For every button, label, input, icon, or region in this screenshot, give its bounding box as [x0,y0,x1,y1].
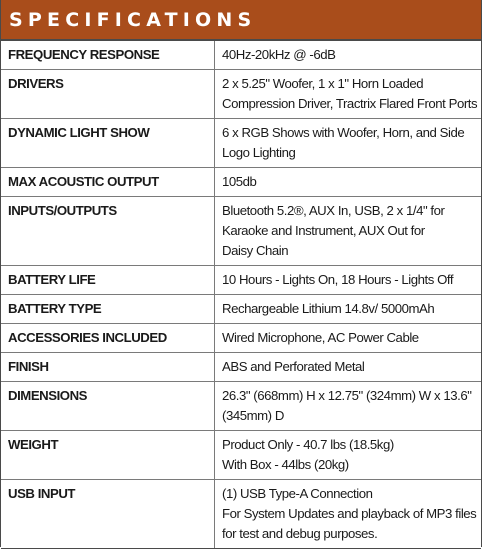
spec-value [215,70,482,119]
spec-value [215,266,482,295]
spec-label: ACCESSORIES INCLUDED [1,324,215,353]
spec-label: INPUTS/OUTPUTS [1,197,215,266]
specifications-title: SPECIFICATIONS [9,8,257,31]
spec-value-line: Bluetooth 5.2®, AUX In, USB, 2 x 1/4" for [222,203,445,218]
spec-row [1,480,481,549]
spec-row [1,295,481,324]
spec-row [1,119,481,168]
spec-value-line: (345mm) D [222,408,284,423]
specifications-table [1,39,481,549]
spec-row [1,353,481,382]
spec-label: USB INPUT [1,480,215,549]
specifications-header [1,0,481,39]
spec-value-line: Compression Driver, Tractrix Flared Front Ports [222,96,478,111]
spec-value-line: For System Updates and playback of MP3 files [222,506,477,521]
spec-label: DRIVERS [1,70,215,119]
spec-label: BATTERY TYPE [1,295,215,324]
spec-row [1,168,481,197]
spec-value [215,382,482,431]
spec-value-line: for test and debug purposes. [222,526,378,541]
spec-label: BATTERY LIFE [1,266,215,295]
spec-value-line: Wired Microphone, AC Power Cable [222,330,419,345]
spec-value-line: 26.3" (668mm) H x 12.75" (324mm) W x 13.6" [222,388,472,403]
spec-label: DYNAMIC LIGHT SHOW [1,119,215,168]
spec-row [1,70,481,119]
spec-label: WEIGHT [1,431,215,480]
spec-value-line: Product Only - 40.7 lbs (18.5kg) [222,437,394,452]
spec-label: FINISH [1,353,215,382]
spec-row [1,382,481,431]
spec-row [1,431,481,480]
spec-row [1,324,481,353]
spec-value-line: Logo Lighting [222,145,296,160]
spec-value-line: Daisy Chain [222,243,289,258]
spec-row [1,197,481,266]
spec-value-line: Karaoke and Instrument, AUX Out for [222,223,425,238]
spec-label: FREQUENCY RESPONSE [1,40,215,70]
spec-value-line: With Box - 44lbs (20kg) [222,457,349,472]
spec-value-line: 40Hz-20kHz @ -6dB [222,47,336,62]
spec-row [1,40,481,70]
spec-value [215,295,482,324]
spec-value-line: Rechargeable Lithium 14.8v/ 5000mAh [222,301,435,316]
spec-value [215,324,482,353]
spec-value-line: 2 x 5.25" Woofer, 1 x 1" Horn Loaded [222,76,424,91]
spec-value-line: 10 Hours - Lights On, 18 Hours - Lights Off [222,272,454,287]
spec-value [215,119,482,168]
spec-value [215,480,482,549]
spec-value-line: ABS and Perforated Metal [222,359,365,374]
spec-value [215,40,482,70]
spec-value-line: (1) USB Type-A Connection [222,486,373,501]
spec-value [215,431,482,480]
spec-value-line: 105db [222,174,257,189]
spec-row [1,266,481,295]
spec-value [215,168,482,197]
spec-label: DIMENSIONS [1,382,215,431]
spec-value-line: 6 x RGB Shows with Woofer, Horn, and Side [222,125,465,140]
spec-label: MAX ACOUSTIC OUTPUT [1,168,215,197]
spec-value [215,197,482,266]
spec-value [215,353,482,382]
